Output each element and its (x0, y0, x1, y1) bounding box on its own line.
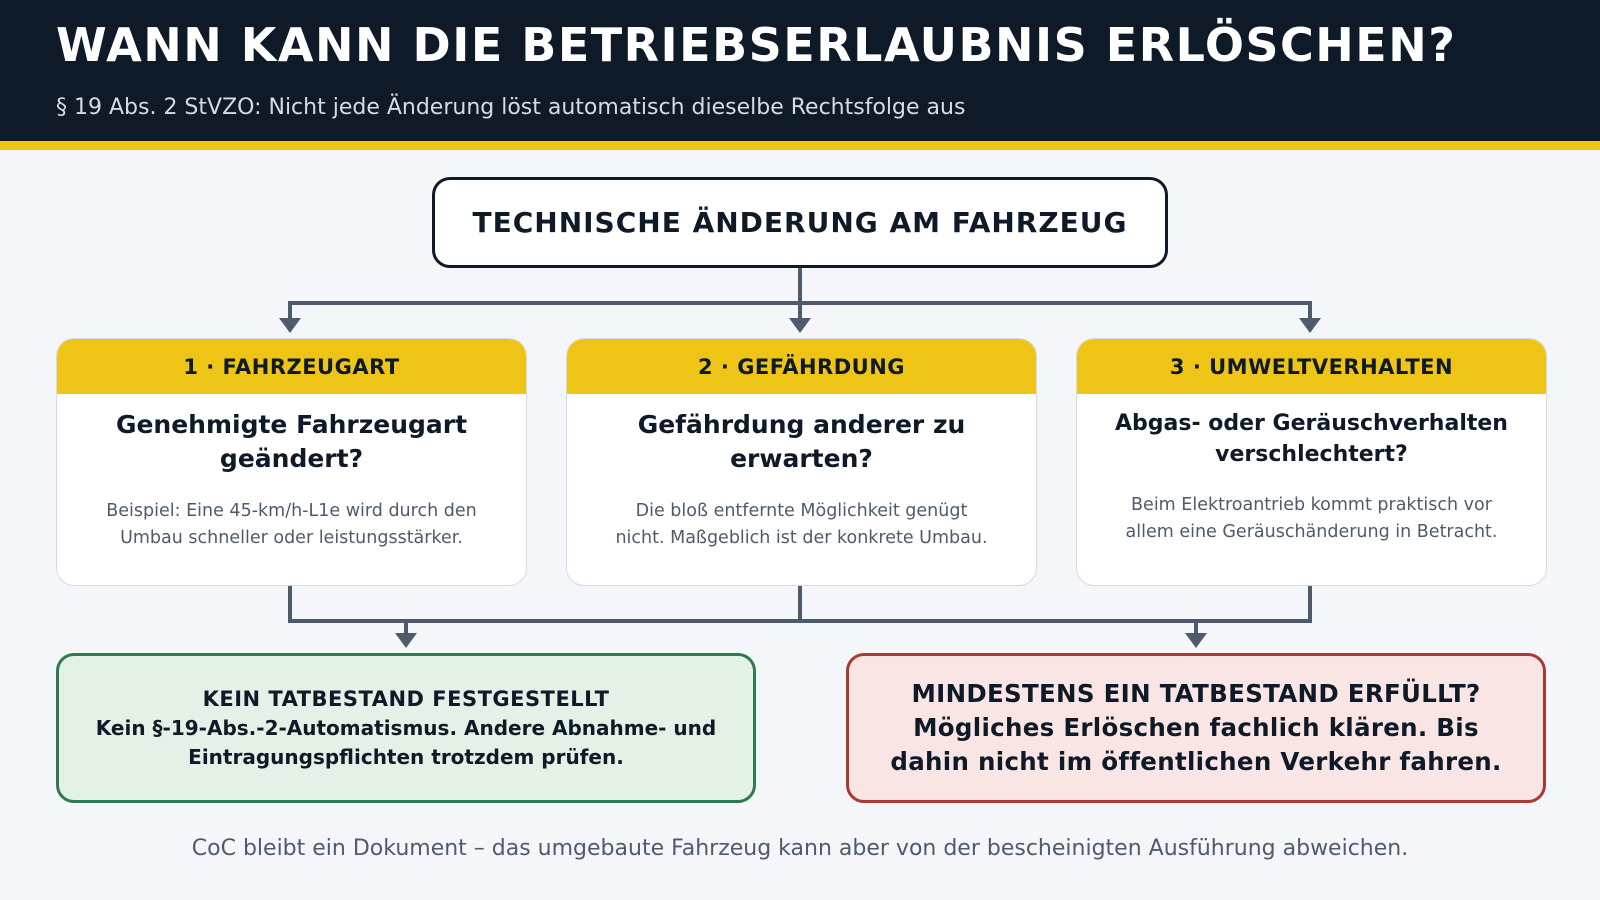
criterion-card-umweltverhalten (1076, 338, 1547, 586)
criterion-question: Abgas- oder Geräuschverhalten verschlechtert? (1115, 411, 1508, 467)
criterion-card-gefaehrdung (566, 338, 1037, 586)
root-node (432, 177, 1168, 268)
footer-note: CoC bleibt ein Dokument – das umgebaute Fahrzeug kann aber von der bescheinigten Ausführung abweichen. (191, 836, 1409, 861)
outcome-no-criterion-heading: KEIN TATBESTAND FESTGESTELLT (202, 686, 610, 711)
criterion-heading: 1 · FAHRZEUGART (57, 339, 526, 394)
criterion-question: Genehmigte Fahrzeugart geändert? (115, 410, 468, 473)
arrowhead-outcome-none (395, 633, 417, 648)
criterion-heading: 3 · UMWELTVERHALTEN (1077, 339, 1546, 394)
criterion-question: Gefährdung anderer zu erwarten? (637, 410, 966, 473)
outcome-no-criterion (56, 653, 756, 803)
outcome-criterion-met (846, 653, 1546, 803)
arrowhead-card-2 (789, 318, 811, 333)
arrowhead-card-3 (1299, 318, 1321, 333)
criterion-example: Die bloß entfernte Möglichkeit genügt nicht. Maßgeblich ist der konkrete Umbau. (615, 501, 988, 548)
criterion-heading: 2 · GEFÄHRDUNG (567, 339, 1036, 394)
page-title: WANN KANN DIE BETRIEBSERLAUBNIS ERLÖSCHEN? (56, 18, 1457, 72)
outcome-no-criterion-text: Kein §-19-Abs.-2-Automatismus. Andere Abnahme- und Eintragungspflichten trotzdem prüfen. (95, 715, 717, 769)
arrowhead-outcome-any (1185, 633, 1207, 648)
criterion-card-fahrzeugart (56, 338, 527, 586)
criterion-example: Beispiel: Eine 45-km/h-L1e wird durch den Umbau schneller oder leistungsstärker. (106, 501, 477, 548)
page-subtitle: § 19 Abs. 2 StVZO: Nicht jede Änderung löst automatisch dieselbe Rechtsfolge aus (56, 95, 966, 120)
root-node-label: TECHNISCHE ÄNDERUNG AM FAHRZEUG (472, 206, 1128, 239)
outcome-criterion-met-text: MINDESTENS EIN TATBESTAND ERFÜLLT? Mögliches Erlöschen fachlich klären. Bis dahin nicht im öffentlichen Verkehr fahren. (890, 679, 1502, 776)
arrowhead-card-1 (279, 318, 301, 333)
criterion-example: Beim Elektroantrieb kommt praktisch vor allem eine Geräuschänderung in Betracht. (1125, 495, 1498, 542)
